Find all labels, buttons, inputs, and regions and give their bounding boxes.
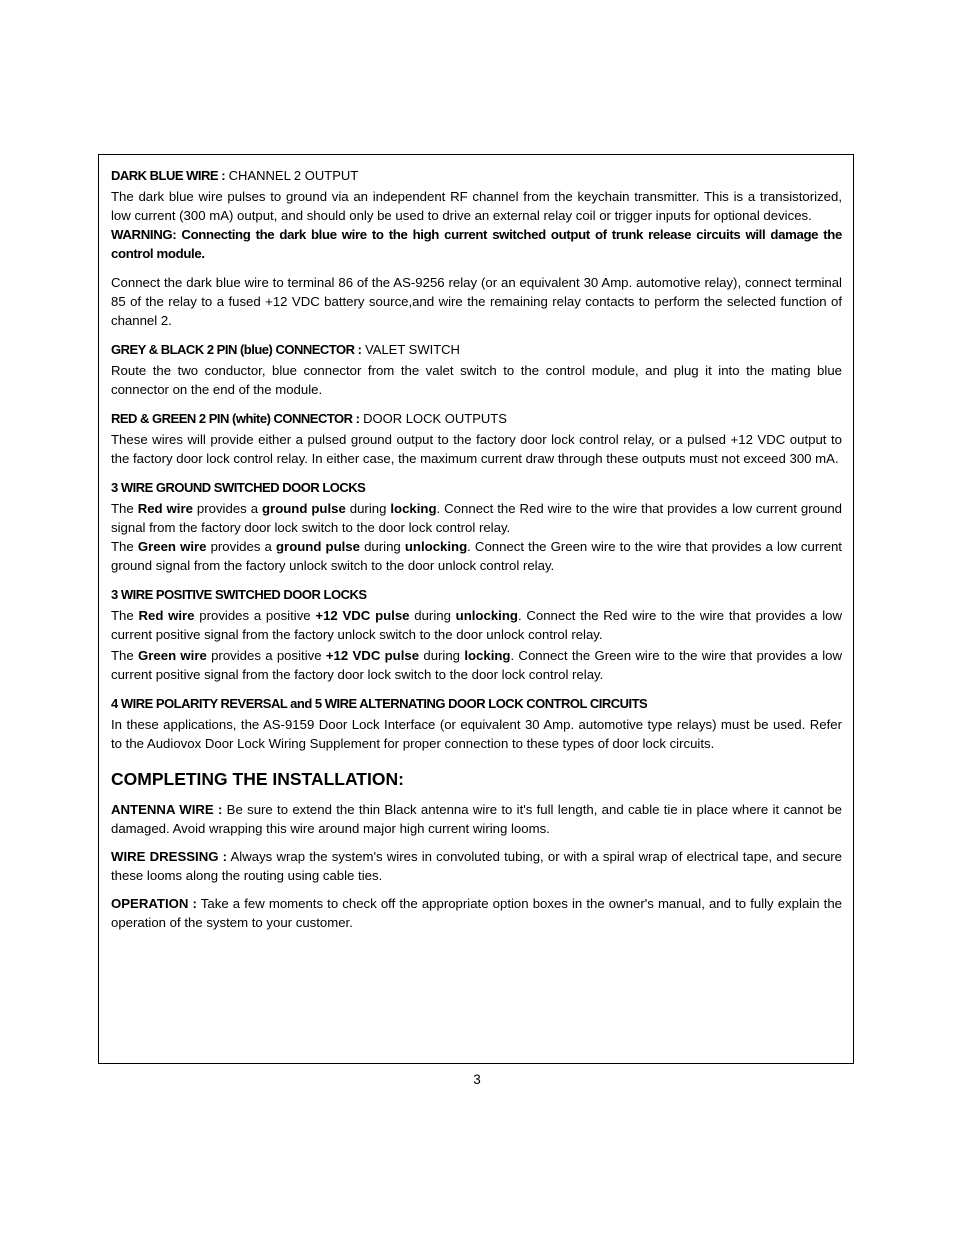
- antenna-wire-label: ANTENNA WIRE :: [111, 802, 223, 817]
- text-run: The: [111, 539, 138, 554]
- text-run: The: [111, 501, 138, 516]
- wire-dressing-label: WIRE DRESSING :: [111, 849, 228, 864]
- ground-switched-heading: [111, 478, 842, 497]
- operation-text: Take a few moments to check off the appropriate option boxes in the owner's manual, and to fully explain the operation of the system to your customer.: [111, 896, 842, 930]
- valet-switch-heading: [111, 340, 842, 359]
- ground-switched-green-paragraph: [111, 537, 842, 575]
- operation-paragraph: [111, 894, 842, 932]
- antenna-wire-text: Be sure to extend the thin Black antenna wire to it's full length, and cable tie in place where it cannot be damaged. Avoid wrapping this wire around major high current wiring looms.: [111, 802, 842, 836]
- bold-run: Red wire: [138, 608, 195, 623]
- polarity-reversal-description: In these applications, the AS-9159 Door Lock Interface (or equivalent 30 Amp. automotive type relays) must be used. Refer to the Audiovox Door Lock Wiring Supplement for proper connection to these types of door lock circuits.: [111, 717, 842, 751]
- dark-blue-wire-heading: [111, 166, 842, 185]
- dark-blue-wire-connection: Connect the dark blue wire to terminal 86 of the AS-9256 relay (or an equivalent 30 Amp. automotive relay), connect terminal 85 of the relay to a fused +12 VDC battery source,and wire the remaining relay contacts to perform the selected function of channel 2.: [111, 275, 842, 328]
- polarity-reversal-heading: [111, 694, 842, 713]
- bold-run: Red wire: [137, 501, 193, 516]
- door-lock-outputs-heading: [111, 409, 842, 428]
- bold-run: unlocking: [455, 608, 518, 623]
- completing-installation-title: COMPLETING THE INSTALLATION:: [111, 769, 404, 789]
- door-lock-outputs-description: These wires will provide either a pulsed ground output to the factory door lock control relay, or a pulsed +12 VDC output to the factory door lock control relay. In either case, the maximum current draw through these outputs must not exceed 300 mA.: [111, 432, 842, 466]
- instructions-content: [111, 166, 842, 932]
- text-run: The: [111, 648, 139, 663]
- text-run: provides a: [206, 539, 276, 554]
- bold-run: ground pulse: [276, 539, 360, 554]
- text-run: during: [419, 648, 465, 663]
- dark-blue-wire-warning: WARNING: Connecting the dark blue wire to the high current switched output of trunk release circuits will damage the control module.: [111, 227, 842, 261]
- text-run: during: [359, 539, 405, 554]
- positive-switched-heading-text: 3 WIRE POSITIVE SWITCHED DOOR LOCKS: [111, 587, 367, 602]
- antenna-wire-paragraph: [111, 800, 842, 838]
- dark-blue-wire-description: The dark blue wire pulses to ground via an independent RF channel from the keychain transmitter. This is a transistorized, low current (300 mA) output, and should only be used to drive an external relay coil or trigger inputs for optional devices.: [111, 189, 842, 223]
- valet-switch-label: GREY & BLACK 2 PIN (blue) CONNECTOR :: [111, 342, 362, 357]
- text-run: . Connect the Red wire to the wire that provides a low current positive signal from the factory unlock switch to the door unlock control relay.: [111, 608, 843, 642]
- content-frame: [98, 154, 854, 1064]
- operation-label: OPERATION :: [111, 896, 197, 911]
- positive-switched-green-paragraph: [111, 646, 842, 684]
- door-lock-outputs-label: RED & GREEN 2 PIN (white) CONNECTOR :: [111, 411, 360, 426]
- positive-switched-red-paragraph: [111, 606, 842, 644]
- text-run: provides a positive: [206, 648, 326, 663]
- text-run: provides a positive: [194, 608, 316, 623]
- dark-blue-wire-label: DARK BLUE WIRE :: [111, 168, 226, 183]
- page-number: 3: [473, 1072, 481, 1087]
- text-run: . Connect the Red wire to the wire that provides a low current ground signal from the factory door lock switch to the door lock control relay.: [111, 501, 842, 535]
- ground-switched-heading-text: 3 WIRE GROUND SWITCHED DOOR LOCKS: [111, 480, 366, 495]
- bold-run: +12 VDC pulse: [315, 608, 410, 623]
- bold-run: Green wire: [137, 539, 207, 554]
- wire-dressing-text: Always wrap the system's wires in convoluted tubing, or with a spiral wrap of electrical tape, and secure these looms along the routing using cable ties.: [111, 849, 843, 883]
- bold-run: Green wire: [138, 648, 207, 663]
- polarity-reversal-heading-text: 4 WIRE POLARITY REVERSAL and 5 WIRE ALTERNATING DOOR LOCK CONTROL CIRCUITS: [111, 696, 648, 711]
- valet-switch-description: Route the two conductor, blue connector from the valet switch to the control module, and plug it into the mating blue connector on the end of the module.: [111, 363, 842, 397]
- text-run: during: [409, 608, 456, 623]
- bold-run: locking: [390, 501, 437, 516]
- bold-run: locking: [464, 648, 511, 663]
- text-run: . Connect the Green wire to the wire that provides a low current ground signal from the factory unlock switch to the door unlock control relay.: [111, 539, 842, 573]
- bold-run: +12 VDC pulse: [325, 648, 420, 663]
- dark-blue-wire-title: CHANNEL 2 OUTPUT: [228, 168, 359, 183]
- wire-dressing-paragraph: [111, 847, 842, 885]
- text-run: . Connect the Green wire to the wire that provides a low current positive signal from the factory door lock switch to the door lock control relay.: [111, 648, 843, 682]
- door-lock-outputs-title: DOOR LOCK OUTPUTS: [363, 411, 507, 426]
- positive-switched-heading: [111, 585, 842, 604]
- bold-run: unlocking: [404, 539, 468, 554]
- text-run: The: [111, 608, 139, 623]
- bold-run: ground pulse: [262, 501, 346, 516]
- ground-switched-red-paragraph: [111, 499, 842, 537]
- text-run: provides a: [192, 501, 262, 516]
- valet-switch-title: VALET SWITCH: [365, 342, 460, 357]
- text-run: during: [345, 501, 391, 516]
